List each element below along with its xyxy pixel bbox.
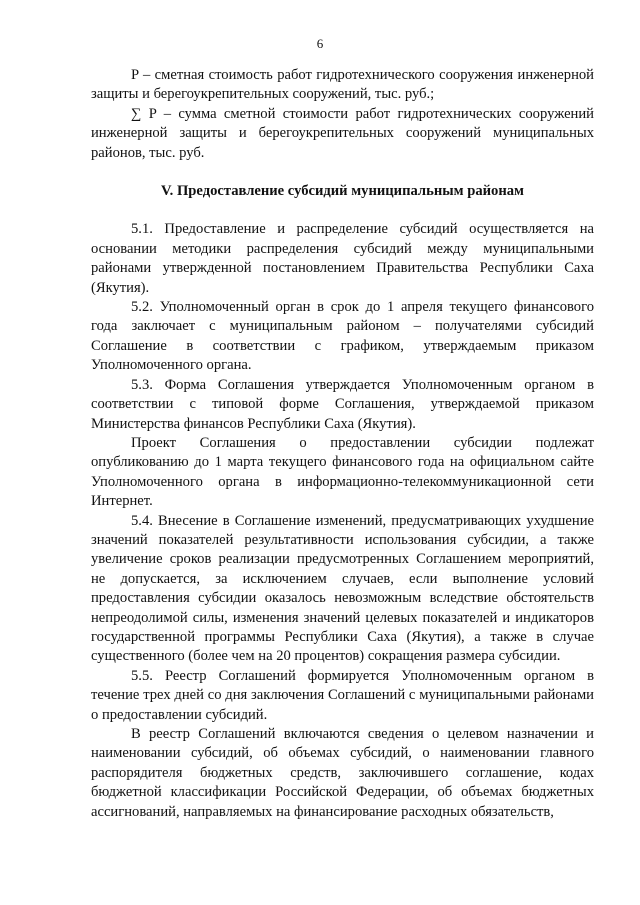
paragraph-5-4: 5.4. Внесение в Соглашение изменений, предусматривающих ухудшение значений показателей результативности использования субсидии, а также увеличение сроков реализации предусмотренных Соглашением мероприятий, не допускается, за исключением случаев, если выполнение условий предоставления субсидии оказалось невозможным вследствие обстоятельств непреодолимой силы, изменения значений целевых показателей и индикаторов государственной программы Республики Саха (Якутия), а также в случае существенного (более чем на 20 процентов) сокращения размера субсидии.	[91, 512, 594, 665]
paragraph-5-5: 5.5. Реестр Соглашений формируется Уполномоченным органом в течение трех дней со дня заключения Соглашений с муниципальными районами о предоставлении субсидий.	[91, 667, 594, 723]
paragraph-registry-contents: В реестр Соглашений включаются сведения о целевом назначении и наименовании субсидий, об объемах субсидий, о наименовании главного распорядителя бюджетных средств, заключившего соглашение, кодах бюджетной классификации Российской Федерации, об объемах бюджетных ассигнований, направляемых на финансирование расходных обязательств,	[91, 726, 594, 820]
paragraph-draft-agreement: Проект Соглашения о предоставлении субсидии подлежат опубликованию до 1 марта текущего финансового года на официальном сайте Уполномоченного органа в информационно-телекоммуникационной сети Интернет.	[91, 434, 594, 510]
section-heading: V. Предоставление субсидий муниципальным районам	[161, 183, 524, 200]
paragraph-sum-p-definition: ∑ P – сумма сметной стоимости работ гидротехнических сооружений инженерной защиты и берегоукрепительных сооружений муниципальных районов, тыс. руб.	[91, 105, 594, 161]
paragraph-5-2: 5.2. Уполномоченный орган в срок до 1 апреля текущего финансового года заключает с муниципальным районом – получателями субсидий Соглашение в соответствии с графиком, утверждаемым приказом Уполномоченного органа.	[91, 299, 594, 374]
paragraph-5-1: 5.1. Предоставление и распределение субсидий осуществляется на основании методики распределения субсидий между муниципальными районами утвержденной постановлением Правительства Республики Саха (Якутия).	[91, 221, 594, 296]
document-body	[91, 66, 594, 822]
paragraph-p-definition: P – сметная стоимость работ гидротехнического сооружения инженерной защиты и берегоукрепительных сооружений, тыс. руб.;	[91, 67, 594, 103]
page-number: 6	[316, 36, 324, 51]
paragraph-5-3: 5.3. Форма Соглашения утверждается Уполномоченным органом в соответствии с типовой форме Соглашения, утверждаемой приказом Министерства финансов Республики Саха (Якутия).	[91, 376, 594, 432]
